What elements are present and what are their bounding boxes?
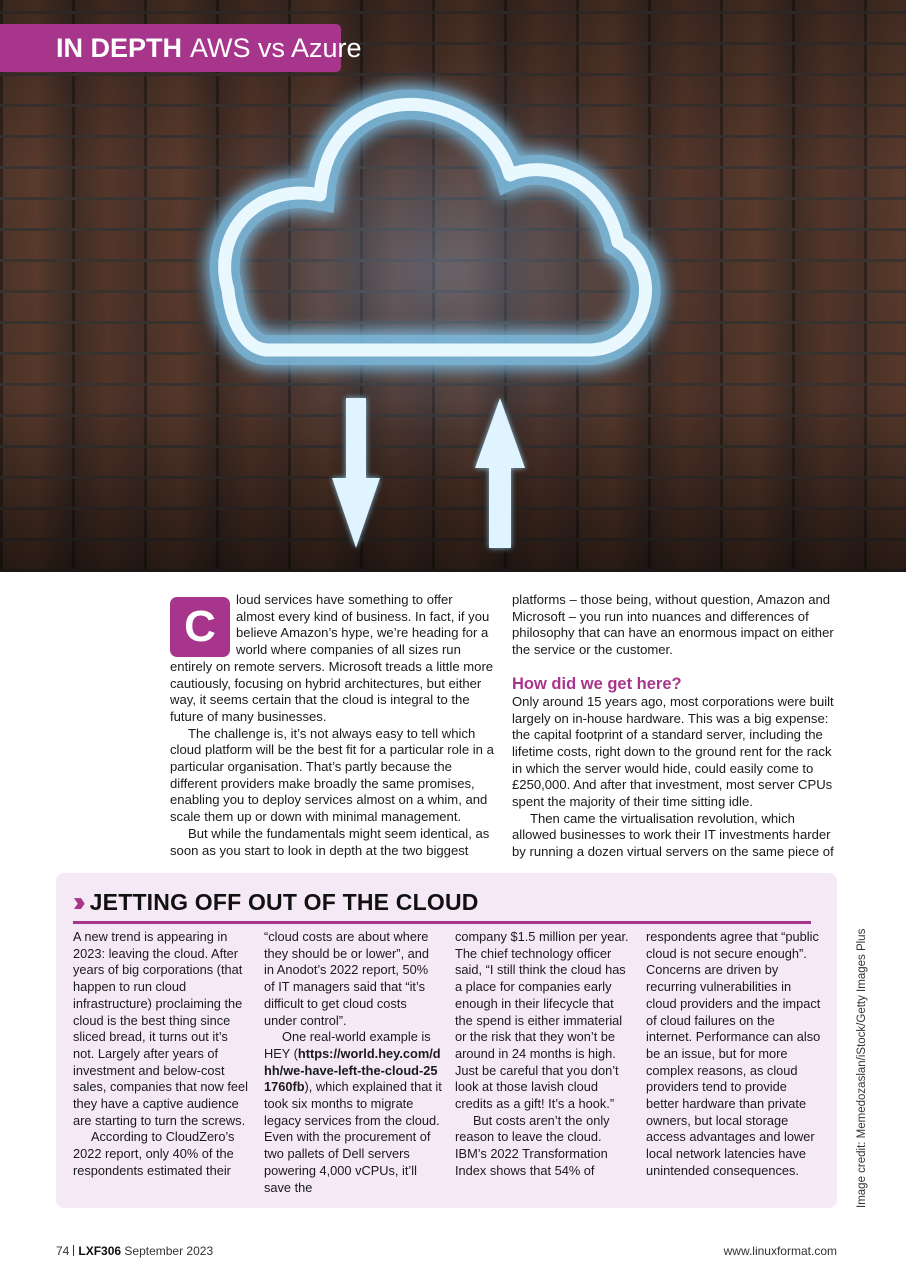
boxout-column (646, 929, 822, 1180)
image-credit-label: Image credit: (856, 1141, 868, 1208)
issue-date: September 2023 (124, 1244, 214, 1258)
boxout-panel (56, 873, 837, 1208)
boxout-column (73, 929, 251, 1180)
boxout-paragraph: respondents agree that “public cloud is not secure enough”. Concerns are driven by recurring vulnerabilities in cloud providers and the impact of cloud failures on the internet. Performance can also be an issue, but for more complex reasons, as cloud providers tend to provide better hardware than private owners, but local storage access advantages and lower local network latencies have unintended consequences. (646, 929, 821, 1178)
hey-link[interactable]: https://world.hey.com/dhh/we-have-left-the-cloud-251760fb (264, 1045, 441, 1095)
section-tag (0, 24, 362, 72)
boxout-header (73, 883, 811, 924)
article-paragraph: loud services have something to offer almost every kind of business. In fact, if you believe Amazon’s hype, we’re heading for a world where companies of all sizes run entirely on remote servers. Microsoft treads a little more cautiously, focusing on hybrid architectures, but either way, it seems certain that the cloud is integral to the future of many businesses. (170, 592, 494, 724)
section-label: IN DEPTH (56, 32, 183, 63)
download-arrow-icon (332, 398, 380, 548)
boxout-column (455, 929, 633, 1180)
article-paragraph: The challenge is, it’s not always easy to tell which cloud platform will be the best fit for a particular role in a particular organisation. That’s partly because the different providers make broadly the same promises, enabling you to deploy services almost on a whim, and scale them up or down with minimal management. (170, 725, 494, 825)
footer-divider (73, 1245, 74, 1256)
double-chevron-icon: ›› (73, 886, 80, 917)
boxout-text: ), which explained that it took six months to migrate legacy services from the cloud. Even with the procurement of two pallets of Dell servers powering 4,000 vCPUs, it’ll save the (264, 1079, 442, 1195)
article-paragraph: Only around 15 years ago, most corporations were built largely on in-house hardware. This was a big expense: the capital footprint of a standard server, including the lifetime costs, right down to the ground rent for the rack in which the server would hide, could easily come to £250,000. And after that investment, most server CPUs spent the majority of their time sitting idle. (512, 693, 834, 810)
article-column-left (170, 592, 494, 859)
article-column-right (512, 592, 838, 861)
boxout-paragraph (264, 1029, 442, 1196)
upload-arrow-icon (475, 398, 525, 548)
boxout-title: JETTING OFF OUT OF THE CLOUD (89, 888, 479, 915)
boxout-column (264, 929, 442, 1196)
boxout-paragraph: A new trend is appearing in 2023: leaving the cloud. After years of big corporations (that happen to run cloud infrastructure) proclaiming the cloud is the best thing since sliced bread, it turns out it’s not. Largely after years of investment and below-cost sales, companies that now feel they have a captive audience are starting to turn the screws. (73, 929, 248, 1128)
image-credit-text: Memedozaslan/iStock/Getty Images Plus (856, 928, 868, 1139)
drop-cap: C (170, 597, 230, 657)
boxout-paragraph: But costs aren’t the only reason to leave the cloud. IBM’s 2022 Transformation Index shows that 54% of (455, 1112, 610, 1178)
image-credit (856, 929, 868, 1208)
boxout-paragraph: “cloud costs are about where they should be or lower”, and in Anodot’s 2022 report, 50% of IT managers said that “it’s difficult to get cloud costs under control”. (264, 929, 430, 1028)
article-subheading: How did we get here? (512, 674, 682, 693)
footer-website[interactable]: www.linuxformat.com (723, 1244, 837, 1258)
section-topic: AWS vs Azure (190, 32, 362, 63)
article-paragraph: platforms – those being, without question, Amazon and Microsoft – you run into nuances and differences of philosophy that can have an enormous impact on either the service or the customer. (512, 592, 834, 658)
hero-image (0, 0, 906, 572)
boxout-paragraph: According to CloudZero’s 2022 report, only 40% of the respondents estimated their (73, 1129, 235, 1178)
boxout-text: One real-world example is HEY ( (264, 1029, 431, 1061)
boxout-paragraph: company $1.5 million per year. The chief technology officer said, “I still think the cloud has a place for companies early enough in their lifecycle that the spend is either immaterial or the risk that they won’t be around in 24 months is high. Just be careful that you don’t look at those lavish cloud credits as a gift! It’s a hook.” (455, 929, 629, 1112)
article-paragraph: Then came the virtualisation revolution, which allowed businesses to work their IT investments harder by running a dozen virtual servers on the same piece of (512, 810, 834, 860)
footer-issue-info (56, 1244, 213, 1258)
neon-cloud-illustration (0, 0, 906, 572)
issue-number: LXF306 (78, 1244, 122, 1258)
cloud-icon (225, 104, 646, 350)
page-number: 74 (56, 1244, 70, 1258)
article-paragraph: But while the fundamentals might seem identical, as soon as you start to look in depth at the two biggest (170, 825, 490, 858)
